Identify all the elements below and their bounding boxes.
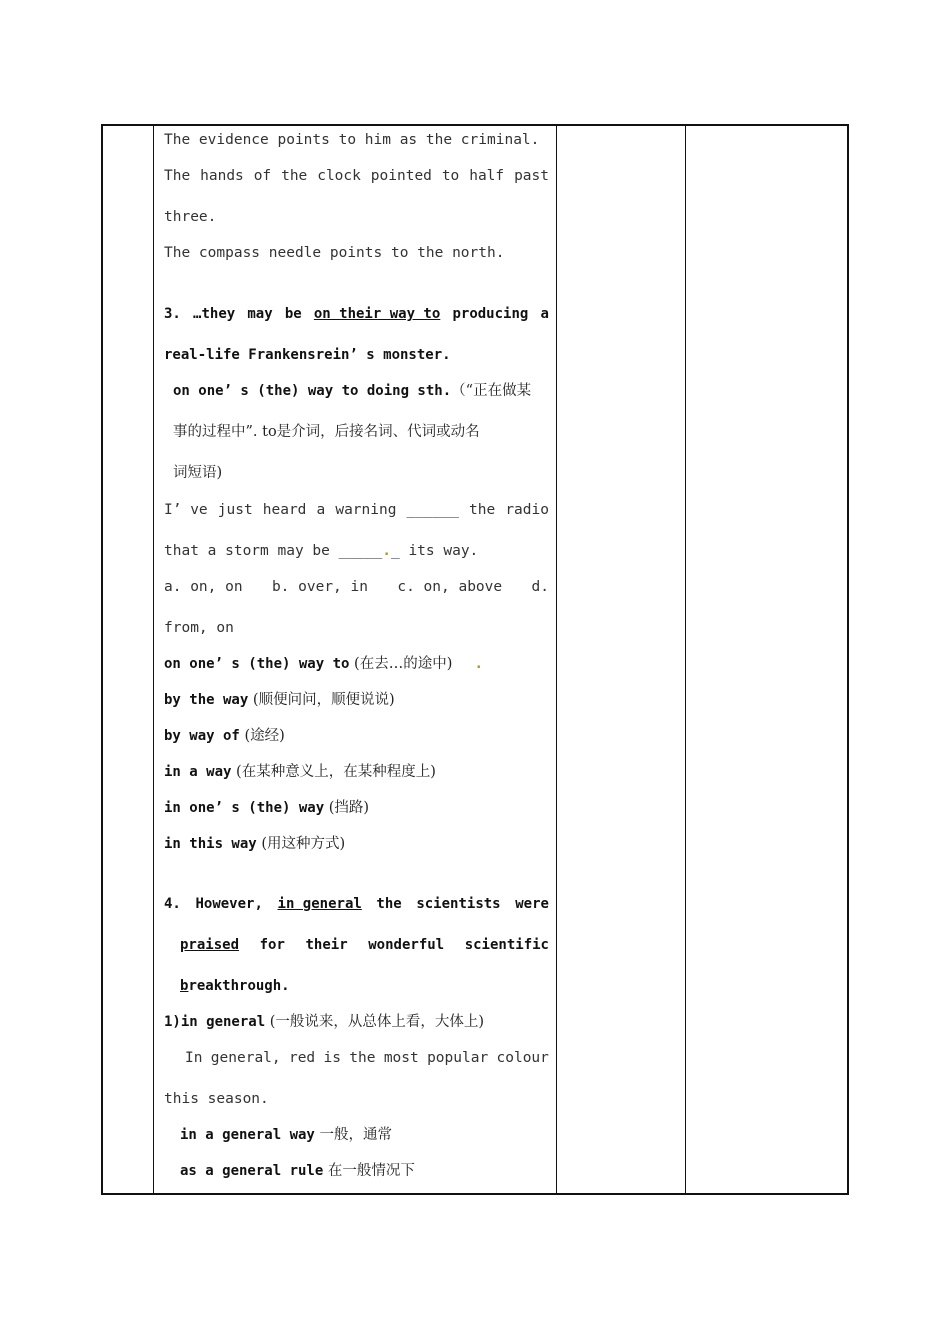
phrase-item: as a general rule 在一般情况下 [180,1163,415,1179]
phrase-explanation: 词短语) [173,465,223,481]
point-4-heading: praised for their wonderful scientific [180,937,549,953]
column-divider-3 [685,126,686,1193]
phrase-item: by the way (顺便问问，顺便说说) [164,692,395,708]
point-3-heading: 3. …they may be on their way to producing a [164,306,549,322]
phrase-explanation: 事的过程中”. to是介词，后接名词、代词或动名 [173,424,480,440]
phrase-item: in a general way 一般，通常 [180,1127,392,1143]
example-sentence: three. [164,209,217,225]
column-divider-2 [556,126,557,1193]
notes-table [101,124,849,1195]
example-sentence: The evidence points to him as the criminal. [164,132,540,148]
point-3-heading: real-life Frankensrein’ s monster. [164,347,451,363]
phrase-explanation: on one’ s (the) way to doing sth.（“正在做某 [173,383,532,399]
example-sentence: In general, red is the most popular colour [185,1050,549,1066]
exercise-question: I’ ve just heard a warning ______ the radio [164,502,549,518]
example-sentence: The compass needle points to the north. [164,245,505,261]
point-4-heading: 4. However, in general the scientists were [164,896,549,912]
phrase-item: on one’ s (the) way to (在去…的途中) . [164,656,484,672]
example-sentence: this season. [164,1091,269,1107]
column-divider-1 [153,126,154,1193]
exercise-options: from, on [164,620,234,636]
example-sentence: The hands of the clock pointed to half past [164,168,549,184]
phrase-item: 1)in general (一般说来，从总体上看，大体上) [164,1014,485,1030]
phrase-item: in one’ s (the) way (挡路) [164,800,370,816]
exercise-options: a. on, on b. over, in c. on, above d. [164,579,549,595]
phrase-item: in a way (在某种意义上，在某种程度上) [164,764,436,780]
phrase-item: by way of (途经) [164,728,285,744]
exercise-question: that a storm may be _____._ its way. [164,543,479,559]
point-4-heading: breakthrough. [180,978,290,994]
phrase-item: in this way (用这种方式) [164,836,346,852]
